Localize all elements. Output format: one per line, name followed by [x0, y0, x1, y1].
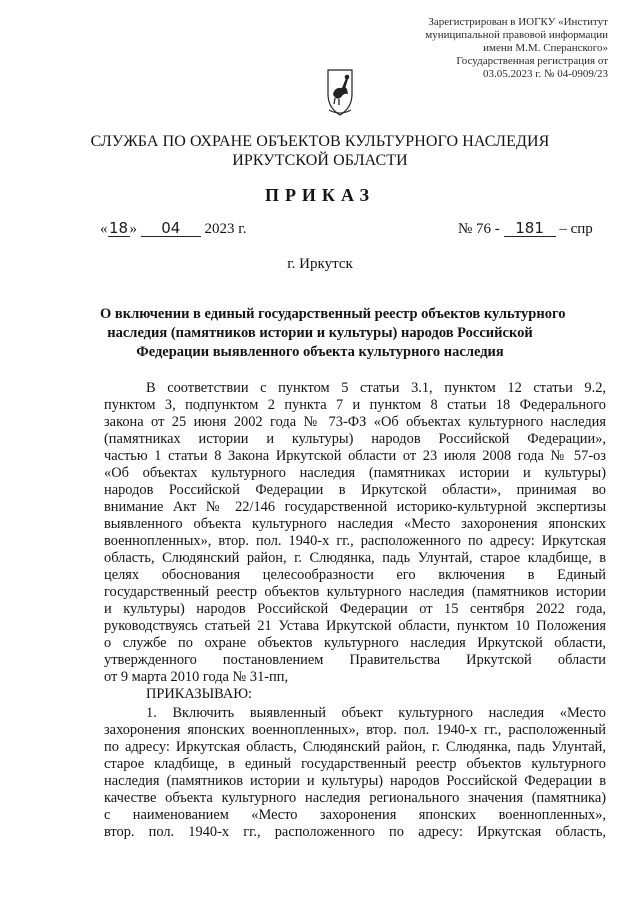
date-close-quote: » — [129, 221, 137, 237]
date-month: 04 — [141, 220, 201, 237]
order-heading-line: О включении в единый государственный реестр объектов культурного — [100, 306, 566, 322]
item-line: захоронения японских военнопленных», втор. пол. 1940-х гг., расположенный — [104, 722, 606, 738]
date-year: 2023 г. — [204, 221, 247, 237]
document-type-title: ПРИКАЗ — [264, 185, 376, 205]
item-line: с наименованием «Место захоронения японских военнопленных», — [104, 807, 606, 823]
body-line: частью 1 статьи 8 Закона Иркутской области от 23 июля 2008 года № 57-оз — [104, 448, 606, 464]
irkutsk-coat-of-arms-icon — [325, 64, 355, 119]
body-line: утвержденного постановлением Правительства Иркутской области — [104, 652, 606, 668]
body-line: руководствуясь статьей 21 Устава Иркутской области, пунктом 10 Положения — [104, 618, 606, 634]
item-line: по адресу: Иркутская область, Слюдянский район, г. Слюдянка, падь Улунтай, — [104, 739, 606, 755]
item-line: старое кладбище, в единый государственный реестр объектов культурного — [104, 756, 606, 772]
registration-stamp — [408, 16, 608, 81]
body-line: область, Слюдянский район, г. Слюдянка, падь Улунтай, старое кладбище, в — [104, 550, 606, 566]
organization-name: СЛУЖБА ПО ОХРАНЕ ОБЪЕКТОВ КУЛЬТУРНОГО НАСЛЕДИЯ — [90, 133, 550, 150]
number-prefix: № 76 - — [458, 221, 500, 237]
order-heading-line: наследия (памятников истории и культуры) народов Российской — [107, 325, 533, 341]
item-line: 1. Включить выявленный объект культурного наследия «Место — [146, 705, 606, 721]
organization-name: ИРКУТСКОЙ ОБЛАСТИ — [232, 152, 408, 169]
body-line: закона от 25 июня 2002 года № 73-ФЗ «Об объектах культурного наследия — [104, 414, 606, 430]
order-heading-line: Федерации выявленного объекта культурного наследия — [136, 344, 504, 360]
item-line: качестве объекта культурного наследия регионального значения (памятника) — [104, 790, 606, 806]
number-value: 181 — [504, 220, 556, 237]
registration-line: 03.05.2023 г. № 04-0909/23 — [483, 68, 608, 80]
body-line: выявленного объекта культурного наследия «Место захоронения японских — [104, 516, 606, 532]
body-line: целях обоснования целесообразности его включения в Единый — [104, 567, 606, 583]
order-date — [100, 219, 246, 239]
city: г. Иркутск — [287, 256, 353, 272]
body-line: (памятниках истории и культуры) народов Российской Федерации», — [104, 431, 606, 447]
body-line: и культуры) народов Российской Федерации от 15 сентября 2022 года, — [104, 601, 606, 617]
item-line: втор. пол. 1940-х гг., расположенного по адресу: Иркутская область, — [104, 824, 606, 840]
body-line: народов Российской Федерации в Иркутской области», принимая во — [104, 482, 606, 498]
date-open-quote: « — [100, 221, 108, 237]
body-line: «Об объектах культурного наследия (памятниках истории и культуры) — [104, 465, 606, 481]
body-line: военнопленных», втор. пол. 1940-х гг., расположенного по адресу: Иркутская — [104, 533, 606, 549]
registration-line: имени М.М. Сперанского» — [483, 42, 608, 54]
body-line: пунктом 3, подпунктом 2 пункта 7 и пунктом 8 статьи 18 Федерального — [104, 397, 606, 413]
body-line: от 9 марта 2010 года № 31-пп, — [104, 669, 289, 685]
registration-line: Государственная регистрация от — [456, 55, 608, 67]
order-number — [458, 219, 593, 239]
date-day: 18 — [108, 219, 129, 237]
body-line: государственный реестр объектов культурного наследия (памятников истории — [104, 584, 606, 600]
registration-line: Зарегистрирован в ИОГКУ «Институт — [428, 16, 608, 28]
directive: ПРИКАЗЫВАЮ: — [146, 686, 253, 702]
body-line: о службе по охране объектов культурного наследия Иркутской области, — [104, 635, 606, 651]
item-line: наследия (памятников истории и культуры) народов Российской Федерации в — [104, 773, 606, 789]
number-suffix: – спр — [559, 221, 593, 237]
registration-line: муниципальной правовой информации — [425, 29, 608, 41]
body-line: внимание Акт № 22/146 государственной историко-культурной экспертизы — [104, 499, 606, 515]
body-line: В соответствии с пунктом 5 статьи 3.1, пунктом 12 статьи 9.2, — [146, 380, 606, 396]
